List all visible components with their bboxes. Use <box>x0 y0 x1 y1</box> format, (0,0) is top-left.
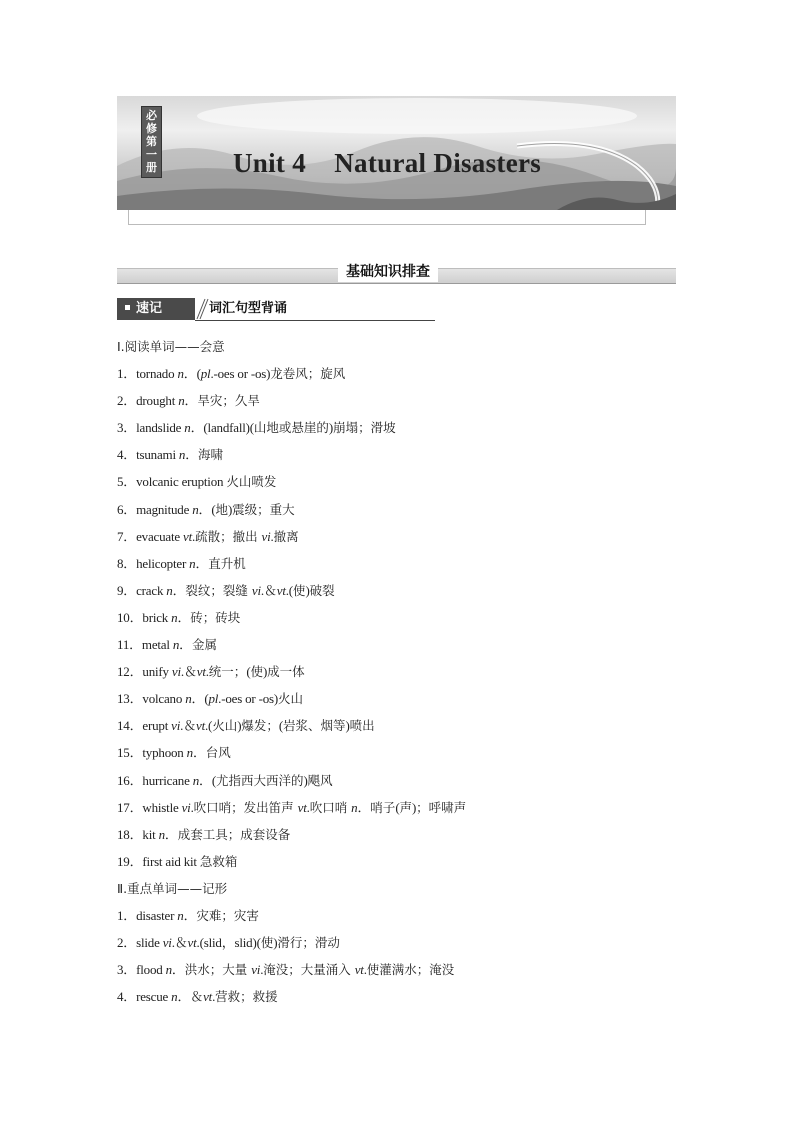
vocab-text-segment: .＆ <box>180 718 197 734</box>
vocab-text-segment: 13．volcano <box>117 691 186 707</box>
vocab-text-segment: ． <box>185 447 199 463</box>
vocab-text-segment: vt <box>196 718 205 734</box>
vocab-item <box>117 658 677 685</box>
vocab-text-segment: ( <box>246 664 251 680</box>
vocab-text-segment: ．( <box>198 501 216 517</box>
vocab-text-segment: 砖；砖块 <box>190 609 241 625</box>
vocab-text-segment: 7．evacuate <box>117 528 184 544</box>
vocab-text-segment: vt <box>196 664 206 680</box>
banner-shadow <box>128 210 646 225</box>
vocab-item <box>117 902 677 929</box>
vocab-text-segment: . <box>212 989 216 1005</box>
vocab-item <box>117 496 677 523</box>
vocab-text-segment: ) <box>273 935 278 951</box>
vocab-text-segment: 海啸 <box>198 447 224 463</box>
vocab-text-segment: vt <box>183 528 192 544</box>
vocab-text-segment: n <box>166 582 173 598</box>
vocab-text-segment: n <box>158 826 165 842</box>
volume-tab-char: 一 <box>146 148 157 162</box>
vocab-text-segment: .＆ <box>260 582 277 598</box>
vocab-text-segment: 岩浆、烟等 <box>283 718 346 734</box>
vocab-text-segment: .( <box>285 582 293 598</box>
vocab-text-segment: 直升机 <box>208 555 246 571</box>
vocab-text-segment: vt <box>276 582 286 598</box>
vocab-item <box>117 631 677 658</box>
vocab-text-segment: 火山 <box>212 718 238 734</box>
vocab-text-segment: 3．flood <box>117 962 166 978</box>
vocab-text-segment: 飓风 <box>307 772 333 788</box>
vocab-text-segment: ．( <box>199 772 216 788</box>
vocab-text-segment: ) <box>305 582 310 598</box>
vocab-text-segment: 使 <box>260 935 274 951</box>
vocab-text-segment: 吹口哨 <box>309 799 352 815</box>
vocabulary-content <box>117 333 677 1010</box>
vocab-text-segment: vt <box>187 935 197 951</box>
vocab-text-segment: ) <box>345 718 350 734</box>
vocab-text-segment: ． <box>357 799 371 815</box>
vocab-text-segment: ) <box>328 420 334 436</box>
vocab-text-segment: 哨子 <box>370 799 396 815</box>
vocab-text-segment: 成一体 <box>267 664 305 680</box>
vocab-text-segment: . <box>270 528 274 544</box>
vocab-text-segment: ． <box>172 582 186 598</box>
vocab-text-segment: 淹没；大量涌入 <box>263 962 355 978</box>
vocab-text-segment: vi <box>261 528 271 544</box>
part1-heading: Ⅰ.阅读单词——会意 <box>117 339 225 354</box>
vocab-text-segment: vi <box>181 799 191 815</box>
vocab-text-segment: ． <box>171 962 185 978</box>
vocab-text-segment: 地 <box>215 501 228 517</box>
vocab-text-segment: n <box>192 501 199 517</box>
vocab-item <box>117 685 677 712</box>
vocab-text-segment: .( <box>205 718 213 734</box>
vocab-text-segment: ． <box>184 393 198 409</box>
vocab-text-segment: ．(landfall)( <box>190 420 254 436</box>
vocab-text-segment: 火山喷发 <box>226 474 277 490</box>
vocab-text-segment: ．( <box>191 691 209 707</box>
vocab-text-segment: 使 <box>292 582 306 598</box>
vocab-text-segment: 2．drought <box>117 393 179 409</box>
vocab-text-segment: 洪水；大量 <box>184 962 252 978</box>
vocab-text-segment: ． <box>195 555 209 571</box>
subhead-bar <box>117 298 435 322</box>
vocab-text-segment: n <box>189 555 196 571</box>
vocab-text-segment: n <box>186 745 193 761</box>
vocab-text-segment: 6．magnitude <box>117 501 193 517</box>
vocab-text-segment: 16．hurricane <box>117 772 193 788</box>
vocab-text-segment: n <box>177 907 184 923</box>
vocab-text-segment: 使灌满水；淹没 <box>366 962 455 978</box>
volume-tab <box>141 106 162 178</box>
vocab-text-segment: 17．whistle <box>117 799 182 815</box>
vocab-text-segment: .＆ <box>180 664 197 680</box>
vocab-text-segment: pl <box>208 691 219 707</box>
vocab-text-segment: 19．first aid kit <box>117 853 200 869</box>
vocab-text-segment: . <box>190 799 194 815</box>
vocab-text-segment: . <box>260 962 264 978</box>
vocab-text-segment: vi <box>251 582 261 598</box>
vocab-text-segment: 急救箱 <box>199 853 238 869</box>
part1-list <box>117 360 677 875</box>
vocab-text-segment: 营救；救援 <box>215 989 278 1005</box>
vocab-text-segment: 旱灾；久旱 <box>197 393 260 409</box>
vocab-text-segment: n <box>178 393 185 409</box>
vocab-text-segment: 破裂 <box>309 582 335 598</box>
vocab-text-segment: ( <box>278 718 283 734</box>
vocab-item <box>117 414 677 441</box>
vocab-text-segment: ．＆ <box>177 989 204 1005</box>
vocab-text-segment: vi <box>171 718 181 734</box>
vocab-text-segment: ；呼啸声 <box>416 799 467 815</box>
vocab-text-segment: ． <box>192 745 206 761</box>
vocab-text-segment: 火山 <box>278 691 304 707</box>
vocab-text-segment: pl <box>200 366 211 382</box>
vocab-text-segment: n <box>165 962 172 978</box>
vocab-text-segment: ． <box>179 637 192 653</box>
vocab-text-segment: vt <box>203 989 213 1005</box>
vocab-text-segment: n <box>172 637 180 653</box>
vocab-item <box>117 712 677 739</box>
vocab-text-segment: ．( <box>183 366 201 382</box>
vocab-text-segment: 14．erupt <box>117 718 172 734</box>
vocab-text-segment: 成套工具；成套设备 <box>177 826 291 842</box>
vocab-text-segment: 5．volcanic eruption <box>117 474 227 490</box>
vocab-text-segment: vt <box>354 962 364 978</box>
vocab-item <box>117 956 677 983</box>
vocab-text-segment: .-oes or -os) <box>210 366 271 382</box>
part2-list <box>117 902 677 1010</box>
vocab-text-segment: 4．tsunami <box>117 447 179 463</box>
vocab-text-segment: 8．helicopter <box>117 555 190 571</box>
vocab-text-segment: vi <box>171 664 181 680</box>
vocab-text-segment: 撤离 <box>273 528 299 544</box>
vocab-text-segment: n <box>171 989 178 1005</box>
subhead-dark-text: 速记 <box>136 301 163 316</box>
vocab-text-segment: ) <box>303 772 308 788</box>
vocab-text-segment: 1．disaster <box>117 907 178 923</box>
vocab-text-segment: 疏散；撤出 <box>195 528 262 544</box>
vocab-text-segment: ) <box>237 718 242 734</box>
vocab-text-segment: 2．slide <box>117 935 163 951</box>
vocab-item <box>117 848 677 875</box>
vocab-text-segment: n <box>192 772 200 788</box>
vocab-text-segment: 9．crack <box>117 582 167 598</box>
vocab-text-segment: . <box>363 962 367 978</box>
vocab-text-segment: .(slid，slid)( <box>196 935 261 951</box>
subhead-light-text: 词汇句型背诵 <box>209 301 288 316</box>
section-title: 基础知识排查 <box>338 262 438 282</box>
vocab-text-segment: 滑行；滑动 <box>277 935 340 951</box>
vocab-text-segment: 龙卷风；旋风 <box>270 366 346 382</box>
vocab-item <box>117 387 677 414</box>
vocab-text-segment: 裂纹；裂缝 <box>185 582 252 598</box>
vocab-text-segment: 统一； <box>208 664 247 680</box>
vocab-text-segment: .-oes or -os) <box>218 691 279 707</box>
vocab-text-segment: 喷出 <box>349 718 375 734</box>
vocab-text-segment: vt <box>297 799 307 815</box>
vocab-text-segment: n <box>351 799 358 815</box>
vocab-text-segment: 15．typhoon <box>117 745 187 761</box>
subhead-dark-label <box>117 298 195 320</box>
vocab-text-segment: 声 <box>399 799 412 815</box>
square-bullet-icon <box>125 305 130 310</box>
vocab-text-segment: ) <box>411 799 417 815</box>
vocab-text-segment: .＆ <box>171 935 188 951</box>
vocab-text-segment: n <box>185 691 192 707</box>
vocab-item <box>117 929 677 956</box>
vocab-text-segment: n <box>178 447 186 463</box>
subhead-underline <box>195 320 435 321</box>
vocab-text-segment: n <box>184 420 191 436</box>
vocab-text-segment: 使 <box>250 664 263 680</box>
vocab-item <box>117 604 677 631</box>
vocab-item <box>117 577 677 604</box>
vocab-text-segment: ) <box>228 501 233 517</box>
vocab-text-segment: ． <box>164 826 178 842</box>
vocab-text-segment: 4．rescue <box>117 989 172 1005</box>
vocab-item <box>117 523 677 550</box>
vocab-text-segment: vi <box>162 935 172 951</box>
volume-tab-char: 必 <box>146 108 157 122</box>
vocab-text-segment: n <box>177 366 184 382</box>
vocab-text-segment: 3．landslide <box>117 420 185 436</box>
vocab-item <box>117 767 677 794</box>
vocab-text-segment: . <box>192 528 196 544</box>
vocab-text-segment: n <box>171 609 178 625</box>
vocab-text-segment: vi <box>251 962 261 978</box>
volume-tab-char: 第 <box>146 134 157 148</box>
vocab-text-segment: 崩塌；滑坡 <box>333 420 396 436</box>
volume-tab-char: 修 <box>146 121 157 135</box>
vocab-text-segment: ( <box>395 799 400 815</box>
vocab-item <box>117 739 677 766</box>
vocab-text-segment: ) <box>262 664 268 680</box>
vocab-item <box>117 821 677 848</box>
vocab-item <box>117 441 677 468</box>
vocab-text-segment: 12．unify <box>117 664 172 680</box>
volume-tab-char: 册 <box>146 161 157 175</box>
vocab-text-segment: 18．kit <box>117 826 159 842</box>
vocab-text-segment: 1．tornado <box>117 366 178 382</box>
vocab-text-segment: 10．brick <box>117 609 172 625</box>
vocab-text-segment: . <box>306 799 310 815</box>
vocab-text-segment: 尤指西大西洋的 <box>215 772 304 788</box>
unit-title: Unit 4 Natural Disasters <box>233 148 542 178</box>
vocab-text-segment: 爆发； <box>241 718 279 734</box>
vocab-item <box>117 468 677 495</box>
vocab-text-segment: ． <box>177 609 191 625</box>
vocab-text-segment: 11．metal <box>117 637 173 653</box>
vocab-text-segment: 震级；重大 <box>232 501 295 517</box>
vocab-text-segment: 灾难；灾害 <box>196 907 259 923</box>
vocab-item <box>117 794 677 821</box>
part2-heading: Ⅱ.重点单词——记形 <box>117 880 228 896</box>
vocab-item <box>117 360 677 387</box>
vocab-text-segment: . <box>205 664 209 680</box>
vocab-item <box>117 983 677 1010</box>
vocab-text-segment: 山地或悬崖的 <box>253 420 329 436</box>
vocab-text-segment: 台风 <box>205 745 231 761</box>
vocab-text-segment: 吹口哨；发出笛声 <box>193 799 298 815</box>
vocab-text-segment: ． <box>183 907 197 923</box>
vocab-item <box>117 550 677 577</box>
vocab-text-segment: 金属 <box>191 637 217 653</box>
